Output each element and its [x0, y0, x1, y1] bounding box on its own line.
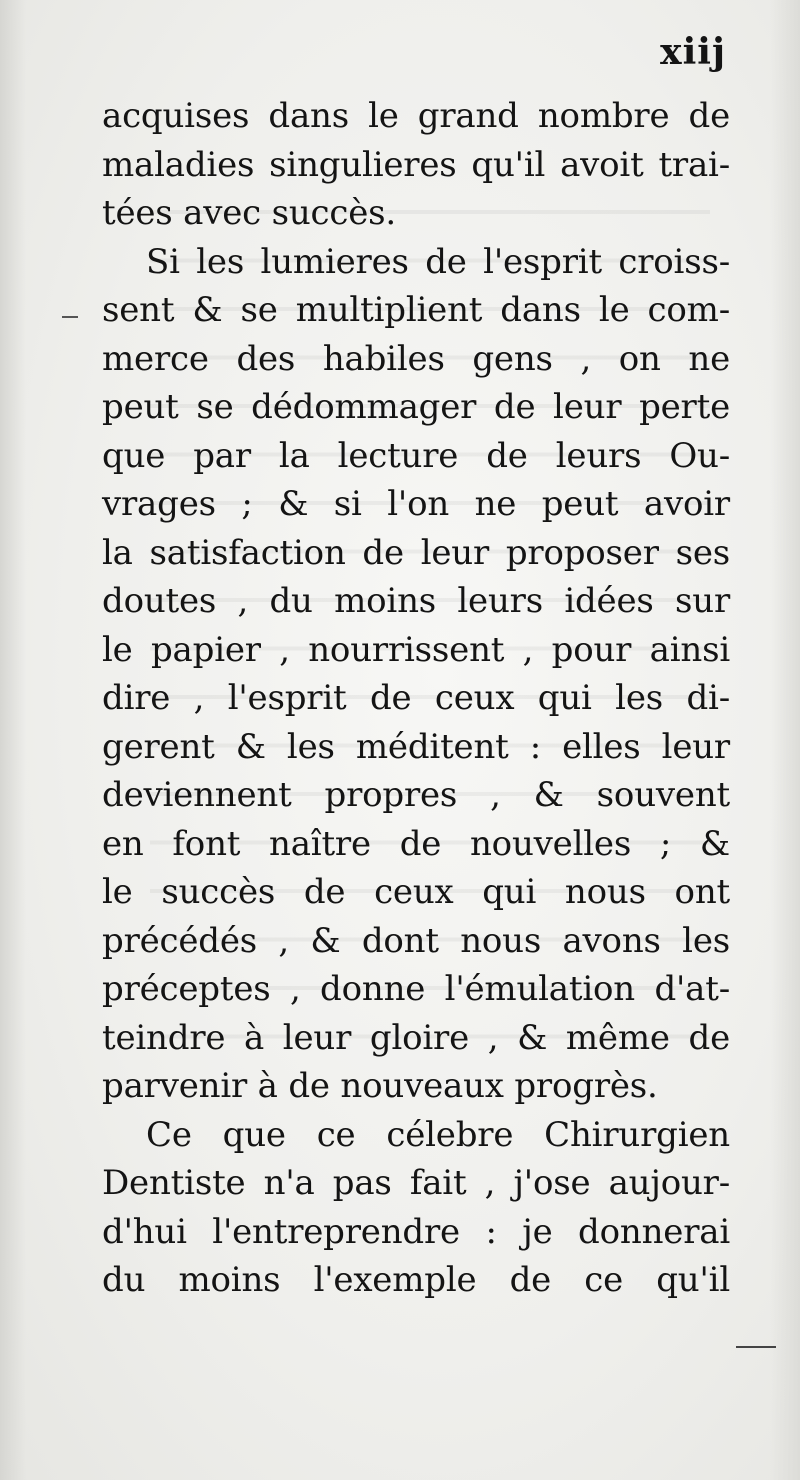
text-line: doutes , du moins leurs idées sur: [102, 581, 730, 621]
right-edge-shadow: [770, 0, 800, 1480]
text-line: dire , l'esprit de ceux qui les di-: [102, 678, 730, 718]
text-line: le succès de ceux qui nous ont: [102, 872, 730, 912]
text-line: précédés , & dont nous avons les: [102, 920, 730, 961]
left-edge-shadow: [0, 0, 26, 1480]
text-line: du moins l'exemple de ce qu'il: [102, 1260, 730, 1300]
margin-mark: [62, 316, 78, 318]
text-line: tées avec succès.: [102, 193, 397, 233]
text-line: Ce que ce célebre Chirurgien: [146, 1114, 730, 1155]
margin-mark: [736, 1346, 776, 1348]
text-line: merce des habiles gens , on ne: [102, 338, 730, 379]
text-line: vrages ; & si l'on ne peut avoir: [102, 484, 730, 524]
text-line: gerent & les méditent : elles leur: [102, 726, 730, 767]
text-line: acquises dans le grand nombre de: [102, 96, 730, 136]
text-line: que par la lecture de leurs Ou-: [102, 435, 730, 476]
text-line: teindre à leur gloire , & même de: [102, 1017, 730, 1058]
text-line: le papier , nourrissent , pour ainsi: [102, 629, 730, 670]
text-line: la satisfaction de leur proposer ses: [102, 532, 730, 573]
text-line: en font naître de nouvelles ; &: [102, 823, 730, 864]
text-line: Si les lumieres de l'esprit croiss-: [146, 241, 730, 282]
text-line: parvenir à de nouveaux progrès.: [102, 1066, 658, 1106]
text-line: maladies singulieres qu'il avoit trai-: [102, 144, 730, 185]
body-text: [102, 92, 730, 1305]
text-line: sent & se multiplient dans le com-: [102, 290, 730, 330]
text-line: peut se dédommager de leur perte: [102, 387, 730, 427]
text-line: préceptes , donne l'émulation d'at-: [102, 969, 730, 1009]
text-line: Dentiste n'a pas fait , j'ose aujour-: [102, 1163, 730, 1203]
text-line: d'hui l'entreprendre : je donnerai: [102, 1211, 730, 1252]
page-number: xiij: [660, 31, 726, 73]
text-line: deviennent propres , & souvent: [102, 775, 730, 815]
